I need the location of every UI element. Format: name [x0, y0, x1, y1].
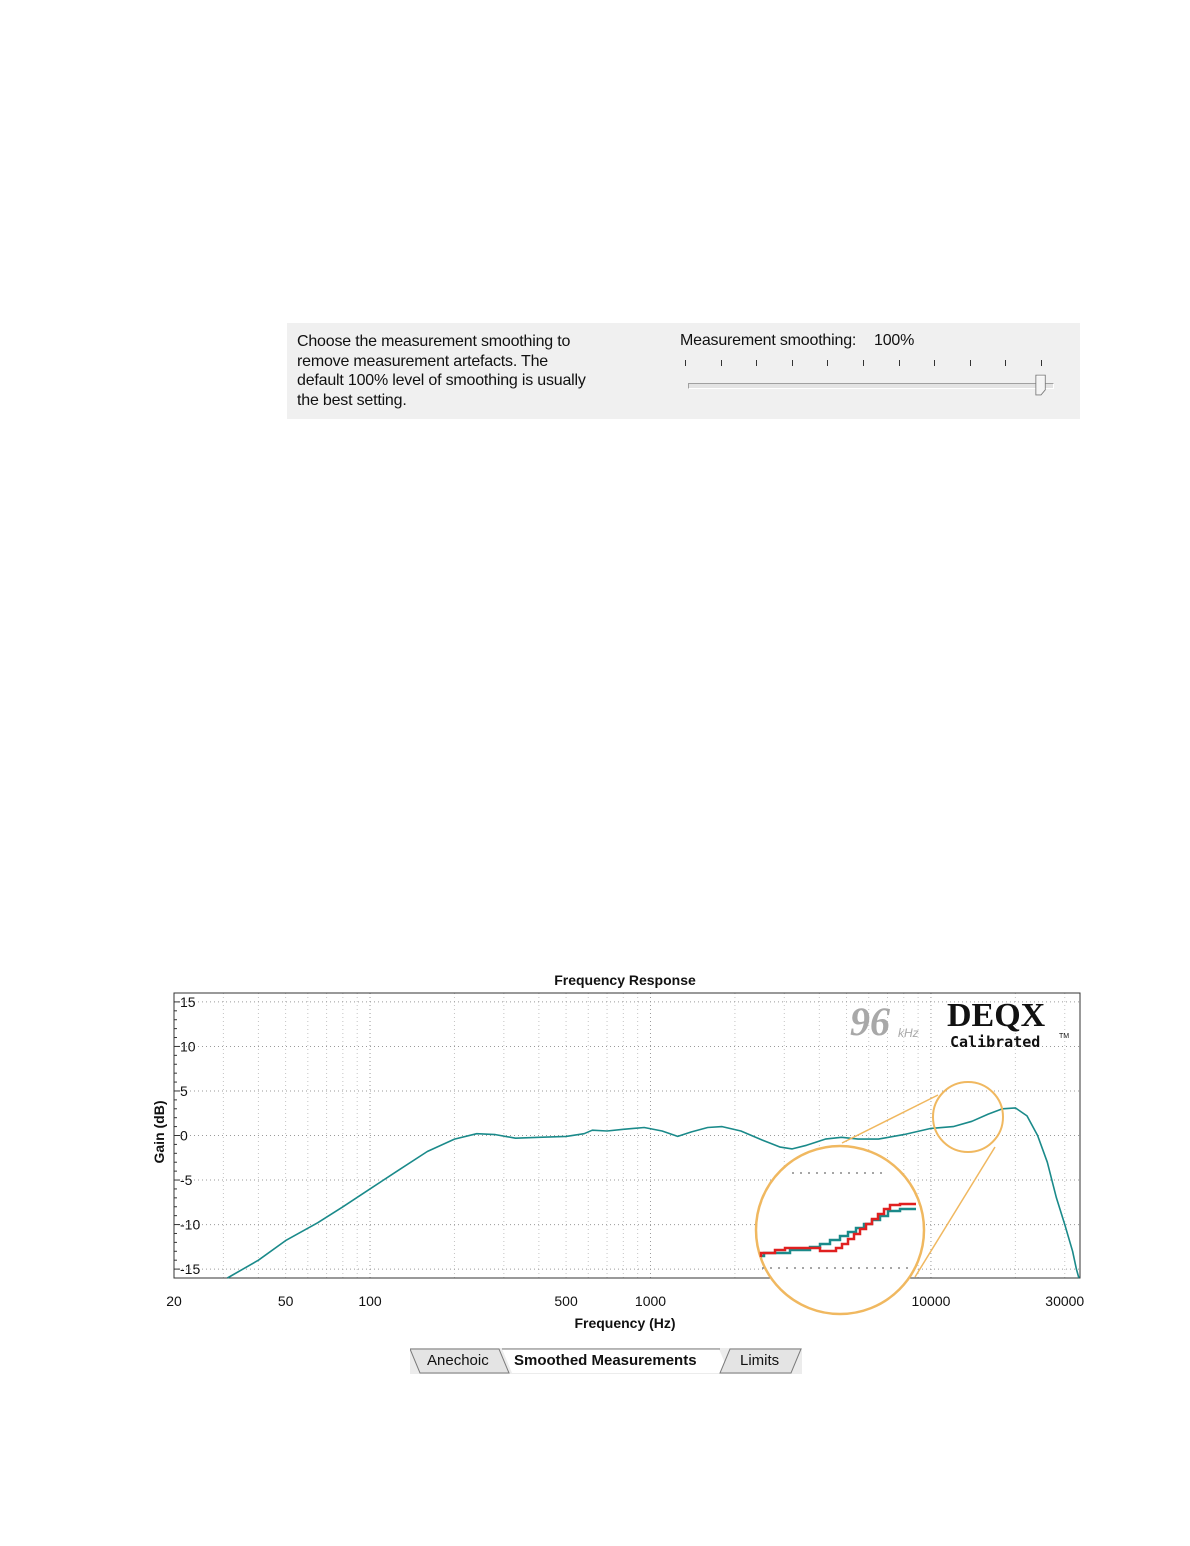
slider-tick [863, 360, 864, 366]
logo-rate: 96 [850, 999, 890, 1044]
smoothing-description: Choose the measurement smoothing to remove measurement artefacts. The default 100% level of smoothing is usually the best setting. [297, 333, 586, 409]
chart-canvas [130, 965, 1110, 1340]
y-tick-label: 15 [180, 993, 196, 1010]
logo-tm: TM [1059, 1033, 1070, 1040]
x-tick-label: 30000 [1045, 1293, 1085, 1309]
zoom-source-circle [933, 1082, 1003, 1152]
tab-smoothed-measurements[interactable]: Smoothed Measurements [514, 1352, 697, 1369]
zoom-connector-bottom [915, 1147, 995, 1277]
x-tick-label: 500 [554, 1293, 578, 1309]
slider-tick [756, 360, 757, 366]
y-axis-label: Gain (dB) [151, 1100, 167, 1164]
smoothing-panel [287, 323, 1080, 419]
logo-sub: Calibrated [950, 1033, 1041, 1051]
x-tick-label: 50 [277, 1293, 294, 1309]
zoom-inset [756, 1082, 1003, 1314]
x-tick-labels [166, 1293, 1084, 1309]
frequency-response-line [227, 1108, 1079, 1278]
x-tick-label: 1000 [634, 1293, 667, 1309]
y-tick-label: 5 [180, 1082, 188, 1099]
chart-tabs [410, 1348, 802, 1374]
zoom-lens-circle [756, 1146, 924, 1314]
slider-tick [685, 360, 686, 366]
slider-tick [721, 360, 722, 366]
slider-tick [934, 360, 935, 366]
logo-brand: DEQX [947, 997, 1046, 1034]
x-axis-label: Frequency (Hz) [574, 1315, 676, 1331]
slider-tick [792, 360, 793, 366]
y-tick-label: 10 [180, 1038, 196, 1055]
grid-lines [174, 993, 1080, 1278]
slider-tick [1041, 360, 1042, 366]
tab-limits[interactable]: Limits [740, 1352, 780, 1369]
slider-track[interactable] [688, 383, 1054, 389]
y-tick-label: 0 [180, 1127, 188, 1144]
slider-thumb[interactable] [1035, 373, 1047, 398]
slider-tick [1005, 360, 1006, 366]
series-lines [227, 1108, 1079, 1278]
x-tick-label: 10000 [911, 1293, 951, 1309]
logo-rate-unit: kHz [898, 1026, 919, 1040]
smoothing-slider-label: Measurement smoothing: [680, 332, 857, 349]
x-tick-label: 100 [358, 1293, 382, 1309]
y-tick-label: -10 [180, 1216, 201, 1233]
slider-tick [827, 360, 828, 366]
y-tick-label: -15 [180, 1261, 201, 1278]
slider-tick [970, 360, 971, 366]
chart-title: Frequency Response [554, 972, 696, 988]
smoothing-slider-value: 100% [874, 332, 915, 349]
frequency-response-chart [130, 965, 1110, 1340]
y-tick-label: -5 [180, 1172, 193, 1189]
smoothing-slider[interactable] [685, 353, 1065, 403]
tab-anechoic[interactable]: Anechoic [427, 1352, 489, 1369]
deqx-logo [850, 997, 1069, 1051]
slider-tick [899, 360, 900, 366]
x-tick-label: 20 [166, 1293, 182, 1309]
